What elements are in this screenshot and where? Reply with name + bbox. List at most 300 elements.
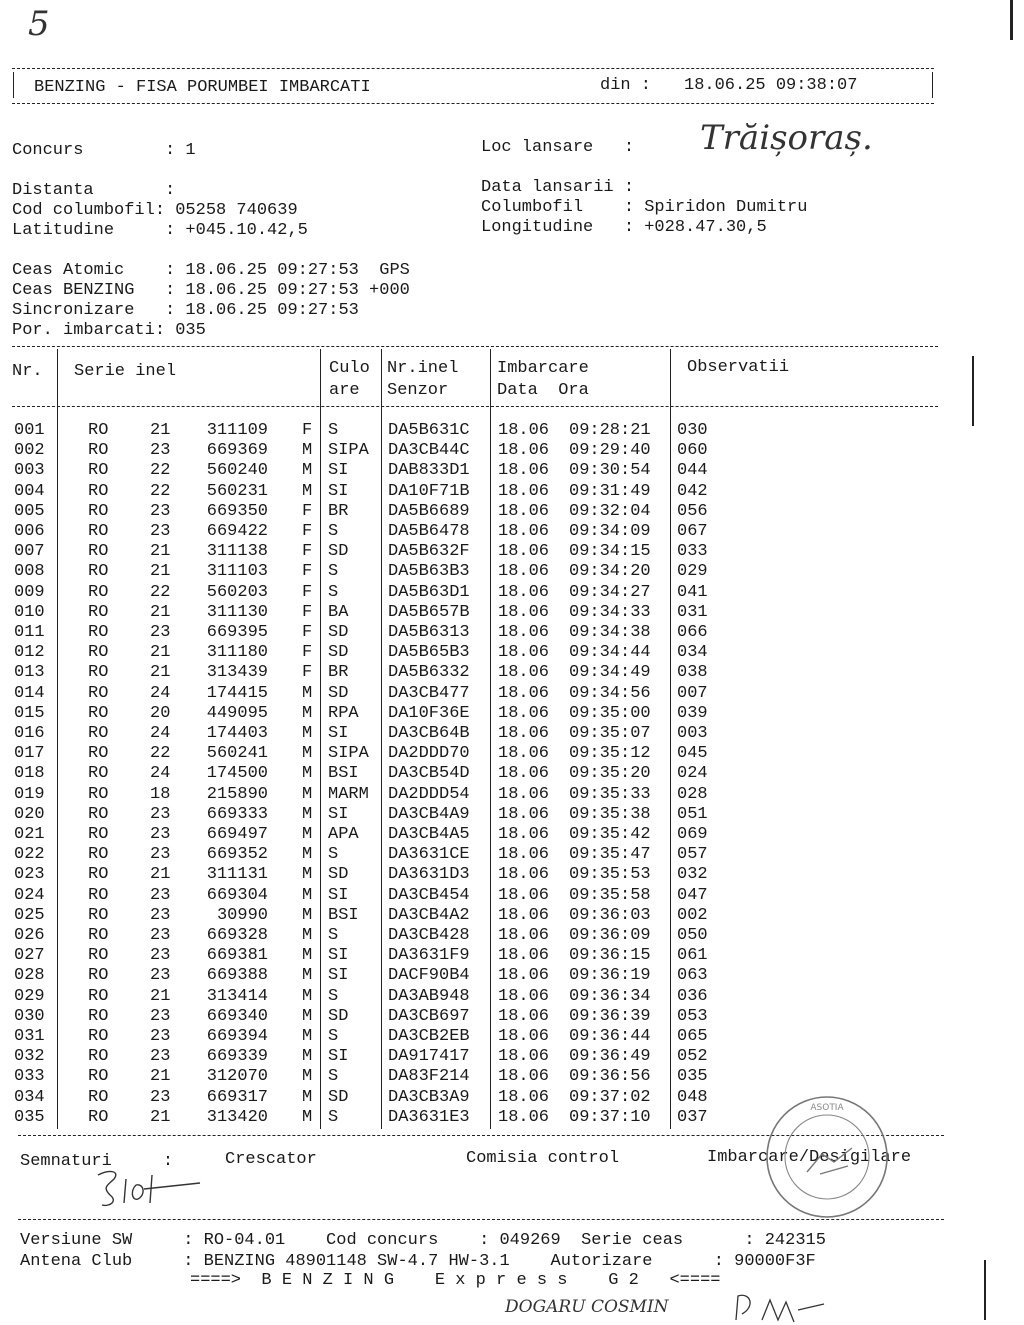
- cell-nr: 033: [14, 1067, 45, 1087]
- cell-sex: M: [302, 764, 313, 784]
- cell-sex: F: [302, 421, 313, 440]
- cell-year: 21: [150, 562, 171, 582]
- cell-sex: F: [302, 542, 313, 562]
- cell-sex: M: [302, 986, 313, 1006]
- report-title: BENZING - FISA PORUMBEI IMBARCATI: [34, 78, 371, 97]
- cell-sex: M: [302, 683, 313, 703]
- cell-year: 24: [150, 683, 171, 703]
- cell-country: RO: [88, 501, 109, 521]
- cell-time: 09:31:49: [569, 481, 651, 501]
- cell-year: 23: [150, 804, 171, 824]
- cell-time: 09:34:33: [569, 602, 651, 622]
- cell-color: SIPA: [328, 744, 369, 764]
- cell-year: 21: [150, 643, 171, 663]
- cell-nr: 020: [14, 804, 45, 824]
- cell-color: SI: [328, 885, 349, 905]
- cell-time: 09:36:15: [569, 946, 651, 966]
- cell-sex: M: [302, 1087, 313, 1107]
- cell-country: RO: [88, 663, 109, 683]
- cell-nr: 018: [14, 764, 45, 784]
- cell-date: 18.06: [498, 623, 550, 642]
- ceas-atomic-line: Ceas Atomic : 18.06.25 09:27:53 GPS: [12, 261, 410, 280]
- cell-time: 09:36:34: [569, 986, 651, 1006]
- cell-sensor: DA3CB64B: [388, 724, 470, 743]
- cell-color: S: [328, 1027, 339, 1046]
- cell-sex: F: [302, 663, 313, 683]
- cell-year: 21: [150, 1067, 171, 1087]
- cell-ring: 311138: [206, 542, 268, 562]
- cell-color: BSI: [328, 905, 359, 925]
- cell-observatii: 065: [677, 1027, 708, 1046]
- cell-country: RO: [88, 703, 109, 723]
- table-row: [0, 805, 1024, 825]
- cell-ring: 311109: [206, 421, 268, 440]
- cell-date: 18.06: [498, 562, 550, 582]
- cell-time: 09:37:02: [569, 1087, 651, 1107]
- cell-time: 09:30:54: [569, 461, 651, 481]
- cell-date: 18.06: [498, 1047, 550, 1067]
- cell-color: SD: [328, 683, 349, 703]
- cell-date: 18.06: [498, 986, 550, 1006]
- cell-color: S: [328, 926, 339, 945]
- cell-nr: 027: [14, 946, 45, 966]
- cell-country: RO: [88, 481, 109, 501]
- cell-country: RO: [88, 602, 109, 622]
- cell-country: RO: [88, 926, 109, 945]
- table-top-rule: [12, 346, 938, 347]
- por-imbarcati-line: Por. imbarcati: 035: [12, 321, 206, 340]
- cell-country: RO: [88, 683, 109, 703]
- cell-time: 09:36:56: [569, 1067, 651, 1087]
- cell-ring: 30990: [216, 905, 268, 925]
- cell-ring: 312070: [206, 1067, 268, 1087]
- cell-country: RO: [88, 845, 109, 865]
- page-number-mark: 5: [28, 4, 50, 44]
- cell-country: RO: [88, 582, 109, 602]
- table-row: [0, 845, 1024, 865]
- cell-time: 09:35:00: [569, 703, 651, 723]
- header-din-label: din :: [600, 76, 652, 95]
- table-row: [0, 926, 1024, 946]
- cell-sensor: DA3631CE: [388, 845, 470, 865]
- cell-observatii: 067: [677, 522, 708, 541]
- col-header-culoare-1: Culo: [329, 359, 370, 378]
- cell-ring: 669497: [206, 825, 268, 844]
- cell-sensor: DA5B631C: [388, 421, 470, 440]
- cell-observatii: 002: [677, 905, 708, 925]
- cell-observatii: 028: [677, 784, 708, 804]
- cell-year: 21: [150, 663, 171, 683]
- cell-nr: 006: [14, 522, 45, 541]
- table-row: [0, 744, 1024, 764]
- table-row: [0, 785, 1024, 805]
- cell-sex: M: [302, 825, 313, 844]
- cell-nr: 015: [14, 703, 45, 723]
- cell-observatii: 024: [677, 764, 708, 784]
- cell-ring: 560241: [206, 744, 268, 764]
- cell-year: 23: [150, 623, 171, 642]
- cell-date: 18.06: [498, 804, 550, 824]
- cell-sensor: DA3CB3A9: [388, 1087, 470, 1107]
- cell-sensor: DA3631F9: [388, 946, 470, 966]
- cell-nr: 016: [14, 724, 45, 743]
- cell-year: 21: [150, 865, 171, 885]
- table-row: [0, 623, 1024, 643]
- cell-date: 18.06: [498, 825, 550, 844]
- cell-date: 18.06: [498, 441, 550, 461]
- cell-time: 09:35:20: [569, 764, 651, 784]
- cell-ring: 311130: [206, 602, 268, 622]
- cell-ring: 669339: [206, 1047, 268, 1067]
- cell-year: 21: [150, 986, 171, 1006]
- cell-nr: 013: [14, 663, 45, 683]
- cell-year: 23: [150, 1006, 171, 1026]
- cell-country: RO: [88, 825, 109, 844]
- cell-sex: M: [302, 724, 313, 743]
- cell-sex: F: [302, 643, 313, 663]
- cell-country: RO: [88, 865, 109, 885]
- cell-ring: 669395: [206, 623, 268, 642]
- footer-top-rule: [18, 1219, 944, 1220]
- cell-time: 09:34:49: [569, 663, 651, 683]
- cell-observatii: 041: [677, 582, 708, 602]
- cell-ring: 669388: [206, 966, 268, 986]
- cell-ring: 669340: [206, 1006, 268, 1026]
- cell-nr: 031: [14, 1027, 45, 1046]
- col-header-nrinel-1: Nr.inel: [387, 359, 459, 378]
- cell-time: 09:28:21: [569, 421, 651, 440]
- cell-time: 09:36:39: [569, 1006, 651, 1026]
- table-row: [0, 542, 1024, 562]
- cell-year: 23: [150, 885, 171, 905]
- cell-year: 23: [150, 522, 171, 541]
- ceas-benzing-line: Ceas BENZING : 18.06.25 09:27:53 +000: [12, 281, 410, 300]
- cell-nr: 030: [14, 1006, 45, 1026]
- cell-sex: M: [302, 744, 313, 764]
- cell-sensor: DA917417: [388, 1047, 470, 1067]
- cell-nr: 032: [14, 1047, 45, 1067]
- cell-date: 18.06: [498, 1027, 550, 1046]
- cell-sensor: DA5B65B3: [388, 643, 470, 663]
- table-row: [0, 825, 1024, 845]
- cell-color: SI: [328, 804, 349, 824]
- cell-observatii: 044: [677, 461, 708, 481]
- svg-text:ASOTIA: ASOTIA: [810, 1103, 844, 1113]
- cell-year: 23: [150, 501, 171, 521]
- cell-sensor: DA5B6332: [388, 663, 470, 683]
- table-row: [0, 704, 1024, 724]
- comisia-control-label: Comisia control: [466, 1149, 620, 1168]
- cell-ring: 669394: [206, 1027, 268, 1046]
- cell-country: RO: [88, 1047, 109, 1067]
- cell-sensor: DA3CB2EB: [388, 1027, 470, 1046]
- cell-date: 18.06: [498, 926, 550, 945]
- cell-observatii: 066: [677, 623, 708, 642]
- cell-ring: 311131: [206, 865, 268, 885]
- cell-ring: 174500: [206, 764, 268, 784]
- header-bottom-rule: [12, 103, 934, 104]
- cell-country: RO: [88, 905, 109, 925]
- table-row: [0, 684, 1024, 704]
- columbofil-line: Columbofil : Spiridon Dumitru: [481, 198, 808, 217]
- cell-nr: 035: [14, 1107, 45, 1127]
- cell-sex: M: [302, 441, 313, 461]
- cell-sex: M: [302, 481, 313, 501]
- cell-observatii: 037: [677, 1107, 708, 1127]
- table-row: [0, 966, 1024, 986]
- col-header-observatii: Observatii: [687, 358, 790, 377]
- cell-observatii: 003: [677, 724, 708, 743]
- cell-ring: 669422: [206, 522, 268, 541]
- cell-date: 18.06: [498, 784, 550, 804]
- table-row: [0, 906, 1024, 926]
- scan-mark-mid: [972, 356, 974, 426]
- cell-time: 09:34:09: [569, 522, 651, 541]
- cell-sex: F: [302, 522, 313, 541]
- cell-sex: M: [302, 703, 313, 723]
- cell-sex: M: [302, 461, 313, 481]
- cell-country: RO: [88, 804, 109, 824]
- cell-date: 18.06: [498, 602, 550, 622]
- cell-color: SD: [328, 542, 349, 562]
- table-row: [0, 1027, 1024, 1047]
- cell-nr: 017: [14, 744, 45, 764]
- cell-time: 09:35:47: [569, 845, 651, 865]
- cell-observatii: 033: [677, 542, 708, 562]
- cell-color: APA: [328, 825, 359, 844]
- cell-time: 09:29:40: [569, 441, 651, 461]
- cell-observatii: 052: [677, 1047, 708, 1067]
- antena-line: Antena Club : BENZING 48901148 SW-4.7 HW-3.1 Autorizare : 90000F3F: [20, 1252, 816, 1271]
- cell-color: RPA: [328, 703, 359, 723]
- cell-nr: 024: [14, 885, 45, 905]
- cell-sensor: DA5B63D1: [388, 582, 470, 602]
- cell-time: 09:36:03: [569, 905, 651, 925]
- cell-ring: 449095: [206, 703, 268, 723]
- cell-date: 18.06: [498, 481, 550, 501]
- cell-year: 23: [150, 905, 171, 925]
- table-row: [0, 663, 1024, 683]
- cell-country: RO: [88, 744, 109, 764]
- cell-sex: M: [302, 845, 313, 865]
- header-top-rule: [12, 68, 934, 69]
- table-row: [0, 946, 1024, 966]
- handwritten-name: DOGARU COSMIN: [505, 1297, 669, 1317]
- cell-country: RO: [88, 1027, 109, 1046]
- cell-time: 09:36:09: [569, 926, 651, 945]
- table-row: [0, 1047, 1024, 1067]
- cell-nr: 028: [14, 966, 45, 986]
- cell-color: SD: [328, 1087, 349, 1107]
- cell-color: BR: [328, 501, 349, 521]
- cell-ring: 215890: [206, 784, 268, 804]
- table-row: [0, 987, 1024, 1007]
- cell-sensor: DA2DDD70: [388, 744, 470, 764]
- cell-country: RO: [88, 784, 109, 804]
- cell-observatii: 057: [677, 845, 708, 865]
- cell-ring: 669317: [206, 1087, 268, 1107]
- data-lansarii-line: Data lansarii :: [481, 178, 635, 197]
- cell-sensor: DA5B63B3: [388, 562, 470, 582]
- cell-date: 18.06: [498, 421, 550, 440]
- concurs-line: Concurs : 1: [12, 141, 196, 160]
- cell-sex: F: [302, 623, 313, 642]
- versiune-line: Versiune SW : RO-04.01 Cod concurs : 049269 Serie ceas : 242315: [20, 1231, 826, 1250]
- cell-date: 18.06: [498, 946, 550, 966]
- cell-date: 18.06: [498, 643, 550, 663]
- header-datetime: 18.06.25 09:38:07: [684, 76, 858, 95]
- table-header-rule: [12, 406, 938, 407]
- semnaturi-label: Semnaturi :: [20, 1152, 174, 1171]
- cell-ring: 669381: [206, 946, 268, 966]
- cell-color: SD: [328, 623, 349, 642]
- sincronizare-line: Sincronizare : 18.06.25 09:27:53: [12, 301, 359, 320]
- cell-sensor: DA3CB454: [388, 885, 470, 905]
- table-row: [0, 865, 1024, 885]
- cell-time: 09:37:10: [569, 1107, 651, 1127]
- cell-sex: F: [302, 582, 313, 602]
- cell-time: 09:36:19: [569, 966, 651, 986]
- cell-date: 18.06: [498, 501, 550, 521]
- cell-date: 18.06: [498, 865, 550, 885]
- cell-color: SD: [328, 1006, 349, 1026]
- cell-date: 18.06: [498, 1087, 550, 1107]
- cell-observatii: 036: [677, 986, 708, 1006]
- cell-sensor: DAB833D1: [388, 461, 470, 481]
- cell-sex: M: [302, 1107, 313, 1127]
- cell-nr: 026: [14, 926, 45, 945]
- cell-sensor: DA3CB4A2: [388, 905, 470, 925]
- cell-sensor: DA3CB697: [388, 1006, 470, 1026]
- cell-sensor: DA5B632F: [388, 542, 470, 562]
- cell-observatii: 050: [677, 926, 708, 945]
- cell-color: SIPA: [328, 441, 369, 461]
- cell-color: SI: [328, 724, 349, 743]
- header-left-border: [13, 72, 14, 98]
- cell-sex: M: [302, 804, 313, 824]
- cell-color: S: [328, 845, 339, 865]
- cell-ring: 174403: [206, 724, 268, 743]
- cell-color: SI: [328, 946, 349, 966]
- cell-date: 18.06: [498, 663, 550, 683]
- table-row: [0, 441, 1024, 461]
- col-header-nrinel-2: Senzor: [387, 381, 449, 400]
- cell-sensor: DA2DDD54: [388, 784, 470, 804]
- cell-nr: 010: [14, 602, 45, 622]
- cell-sex: M: [302, 1006, 313, 1026]
- scan-mark-bottom: [984, 1260, 986, 1320]
- cell-date: 18.06: [498, 1107, 550, 1127]
- col-header-imbarcare-2: Data Ora: [497, 381, 589, 400]
- cell-ring: 174415: [206, 683, 268, 703]
- cell-country: RO: [88, 421, 109, 440]
- cell-observatii: 030: [677, 421, 708, 440]
- cell-time: 09:35:33: [569, 784, 651, 804]
- table-row: [0, 522, 1024, 542]
- cell-sensor: DA3CB428: [388, 926, 470, 945]
- cell-color: SD: [328, 643, 349, 663]
- cell-year: 21: [150, 542, 171, 562]
- cell-date: 18.06: [498, 582, 550, 602]
- cell-sensor: DA83F214: [388, 1067, 470, 1087]
- cell-sex: M: [302, 1027, 313, 1046]
- cell-sex: F: [302, 602, 313, 622]
- table-row: [0, 482, 1024, 502]
- cell-sex: M: [302, 885, 313, 905]
- cell-year: 23: [150, 825, 171, 844]
- cell-year: 23: [150, 441, 171, 461]
- cell-year: 24: [150, 764, 171, 784]
- cell-year: 20: [150, 703, 171, 723]
- cell-color: S: [328, 562, 339, 582]
- cell-observatii: 047: [677, 885, 708, 905]
- longitudine-line: Longitudine : +028.47.30,5: [481, 218, 767, 237]
- cell-nr: 025: [14, 905, 45, 925]
- table-row: [0, 461, 1024, 481]
- cell-color: SI: [328, 966, 349, 986]
- header-right-border: [932, 72, 933, 98]
- cell-nr: 007: [14, 542, 45, 562]
- cell-nr: 011: [14, 623, 45, 642]
- cell-color: SI: [328, 1047, 349, 1067]
- cell-color: S: [328, 986, 339, 1006]
- cell-year: 23: [150, 1087, 171, 1107]
- cell-sensor: DA5B6689: [388, 501, 470, 521]
- cod-columbofil-line: Cod columbofil: 05258 740639: [12, 201, 298, 220]
- cell-year: 22: [150, 481, 171, 501]
- cell-year: 23: [150, 926, 171, 945]
- cell-nr: 019: [14, 784, 45, 804]
- cell-observatii: 045: [677, 744, 708, 764]
- cell-nr: 004: [14, 481, 45, 501]
- loc-lansare-label: Loc lansare :: [481, 138, 635, 157]
- cell-country: RO: [88, 1087, 109, 1107]
- cell-nr: 001: [14, 421, 45, 440]
- cell-year: 23: [150, 946, 171, 966]
- cell-observatii: 051: [677, 804, 708, 824]
- cell-color: SI: [328, 461, 349, 481]
- club-stamp: [762, 1092, 892, 1222]
- cell-sex: M: [302, 865, 313, 885]
- cell-date: 18.06: [498, 522, 550, 541]
- cell-observatii: 034: [677, 643, 708, 663]
- cell-country: RO: [88, 441, 109, 461]
- cell-sex: M: [302, 1067, 313, 1087]
- cell-year: 21: [150, 1107, 171, 1127]
- cell-date: 18.06: [498, 461, 550, 481]
- cell-nr: 005: [14, 501, 45, 521]
- cell-year: 21: [150, 421, 171, 440]
- cell-date: 18.06: [498, 703, 550, 723]
- cell-observatii: 031: [677, 602, 708, 622]
- cell-year: 22: [150, 744, 171, 764]
- cell-date: 18.06: [498, 744, 550, 764]
- cell-color: S: [328, 582, 339, 602]
- table-row: [0, 583, 1024, 603]
- cell-nr: 029: [14, 986, 45, 1006]
- cell-observatii: 056: [677, 501, 708, 521]
- cell-country: RO: [88, 986, 109, 1006]
- cell-ring: 669352: [206, 845, 268, 865]
- cell-ring: 311103: [206, 562, 268, 582]
- cell-nr: 009: [14, 582, 45, 602]
- table-row: [0, 562, 1024, 582]
- cell-observatii: 029: [677, 562, 708, 582]
- cell-color: MARM: [328, 784, 369, 804]
- cell-sensor: DA3CB4A9: [388, 804, 470, 824]
- cell-sensor: DACF90B4: [388, 966, 470, 986]
- cell-observatii: 060: [677, 441, 708, 461]
